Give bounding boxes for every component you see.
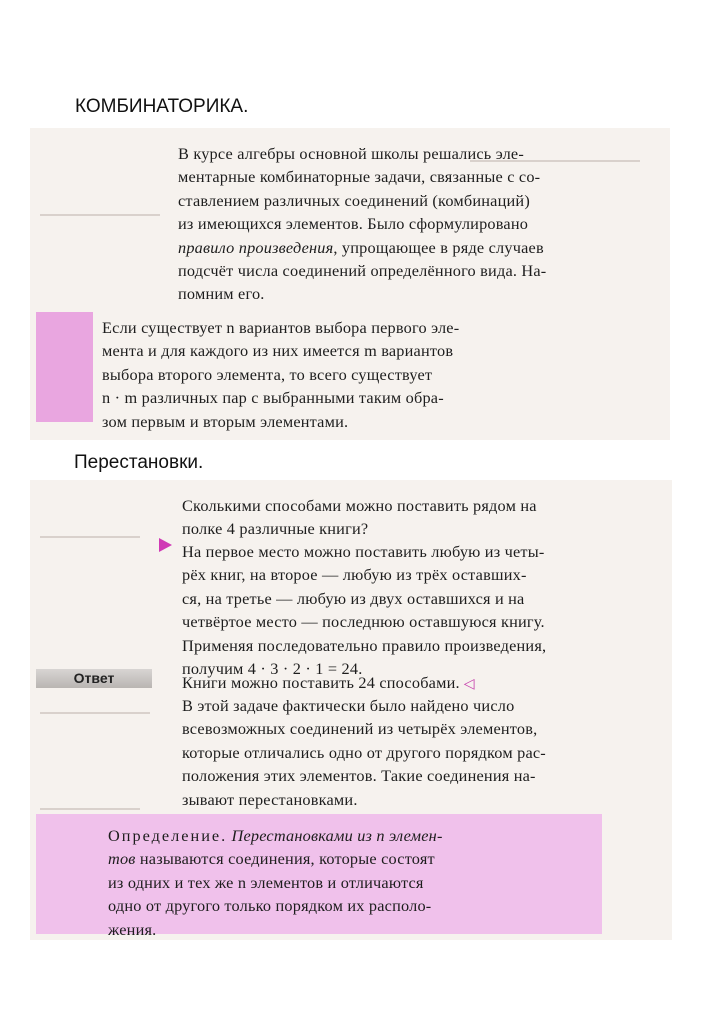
text-line: В курсе алгебры основной школы решались эле- <box>178 144 524 163</box>
text-fragment: называются соединения, которые состоят <box>139 849 435 869</box>
intro-paragraph <box>178 142 658 306</box>
text-line: положения этих элементов. Такие соединения на- <box>182 766 536 786</box>
text-line: мента и для каждого из них имеется m вариантов <box>102 341 454 361</box>
text-line: из одних и тех же n элементов и отличаются <box>108 872 424 892</box>
text-line: выбора второго элемента, то всего существует <box>102 364 433 384</box>
bleed-through-line <box>40 536 140 538</box>
text-line: одно от другого только порядком их располо- <box>108 896 432 916</box>
text-line: зывают перестановками. <box>182 789 358 809</box>
text-line: В этой задаче фактически было найдено число <box>182 696 515 715</box>
bleed-through-line <box>40 712 150 714</box>
product-rule-term: правило произведения <box>178 237 334 257</box>
text-line: всевозможных соединений из четырёх элементов, <box>182 719 538 739</box>
permutation-explanation <box>182 694 652 811</box>
product-rule-statement <box>102 316 590 433</box>
section-title: Перестановки. <box>74 452 204 473</box>
problem-text <box>182 494 652 541</box>
text-line: которые отличались одно от другого порядком рас- <box>182 742 546 762</box>
text-line <box>108 824 588 847</box>
text-line: ментарные комбинаторные задачи, связанные с со- <box>178 167 541 187</box>
text-line <box>182 671 652 696</box>
bleed-through-line <box>40 214 160 216</box>
answer-sentence: Книги можно поставить 24 способами. <box>182 673 460 692</box>
solution-end-marker-icon: ◁ <box>463 677 475 692</box>
text-line: Если существует n вариантов выбора первого эле- <box>102 318 460 337</box>
text-line: ся, на третье — любую из двух оставшихся и на <box>182 588 525 608</box>
text-line: На первое место можно поставить любую из четы- <box>182 542 545 561</box>
text-line: четвёртое место — последнюю оставшуюся книгу. <box>182 612 545 632</box>
slide-title: КОМБИНАТОРИКА. <box>75 96 249 117</box>
text-line: Применяя последовательно правило произведения, <box>182 635 547 655</box>
answer-text <box>182 671 652 696</box>
text-line: из имеющихся элементов. Было сформулировано <box>178 214 529 234</box>
definition-term-end: тов <box>108 849 136 869</box>
rule-highlight-bar <box>36 312 93 422</box>
solution-start-marker-icon <box>159 538 172 552</box>
text-line: зом первым и вторым элементами. <box>102 411 349 431</box>
text-line: жения. <box>108 919 157 939</box>
answer-badge: Ответ <box>36 669 152 688</box>
text-line: рёх книг, на второе — любую из трёх оставших- <box>182 565 527 585</box>
text-line: полке 4 различные книги? <box>182 519 369 539</box>
solution-text <box>182 540 652 680</box>
text-line: Сколькими способами можно поставить рядом на <box>182 496 537 515</box>
text-line: помним его. <box>178 284 265 304</box>
text-line <box>108 847 588 870</box>
text-line <box>178 236 658 259</box>
text-line: получим 4 · 3 · 2 · 1 = 24. <box>182 659 363 679</box>
text-line: n · m различных пар с выбранными таким обра- <box>102 388 444 408</box>
bleed-through-line <box>40 808 140 810</box>
text-line: подсчёт числа соединений определённого вида. На- <box>178 261 547 281</box>
definition-label: Определение. <box>108 826 228 845</box>
permutation-definition <box>108 824 588 941</box>
definition-term: Перестановками из n элемен- <box>231 826 443 845</box>
text-fragment: , упрощающее в ряде случаев <box>333 237 544 257</box>
text-line: ставлением различных соединений (комбинаций) <box>178 190 530 210</box>
